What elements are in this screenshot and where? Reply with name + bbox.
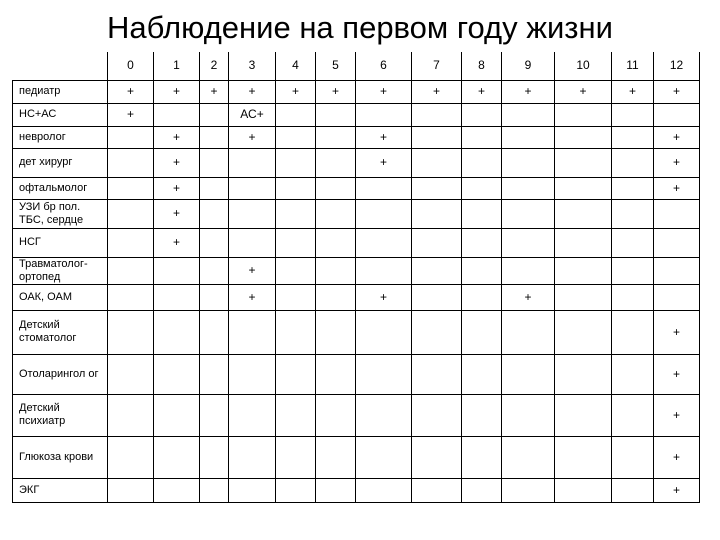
schedule-cell <box>462 284 502 310</box>
schedule-cell <box>356 394 412 436</box>
schedule-cell: + <box>502 284 555 310</box>
schedule-cell: + <box>229 126 276 148</box>
row-label: невролог <box>13 126 108 148</box>
schedule-cell <box>154 257 200 284</box>
schedule-cell <box>154 478 200 502</box>
schedule-cell: + <box>356 284 412 310</box>
schedule-cell <box>612 148 654 177</box>
schedule-cell: + <box>654 478 700 502</box>
schedule-cell <box>108 284 154 310</box>
schedule-cell: + <box>108 80 154 103</box>
schedule-cell <box>654 284 700 310</box>
schedule-cell <box>356 436 412 478</box>
schedule-cell <box>276 103 316 126</box>
schedule-cell: + <box>276 80 316 103</box>
schedule-cell <box>356 478 412 502</box>
schedule-cell: + <box>412 80 462 103</box>
row-label: Детский стоматолог <box>13 310 108 354</box>
schedule-cell <box>654 199 700 228</box>
schedule-cell <box>555 310 612 354</box>
schedule-cell <box>276 199 316 228</box>
header-row <box>13 52 700 80</box>
schedule-cell: + <box>154 148 200 177</box>
schedule-cell <box>108 354 154 394</box>
schedule-cell <box>555 177 612 199</box>
schedule-cell <box>154 284 200 310</box>
month-header-cell: 10 <box>555 52 612 80</box>
schedule-cell <box>356 199 412 228</box>
table-row <box>13 478 700 502</box>
schedule-cell <box>612 257 654 284</box>
table-row <box>13 103 700 126</box>
schedule-cell <box>555 199 612 228</box>
schedule-cell <box>229 394 276 436</box>
schedule-cell <box>612 126 654 148</box>
header-corner-cell <box>13 52 108 80</box>
schedule-cell <box>276 257 316 284</box>
schedule-cell: + <box>654 177 700 199</box>
schedule-cell <box>154 394 200 436</box>
schedule-cell <box>462 310 502 354</box>
schedule-cell <box>229 148 276 177</box>
schedule-cell <box>502 199 555 228</box>
schedule-cell: + <box>229 80 276 103</box>
month-header-cell: 9 <box>502 52 555 80</box>
month-header-cell: 2 <box>200 52 229 80</box>
schedule-cell <box>555 284 612 310</box>
schedule-cell <box>502 228 555 257</box>
schedule-cell <box>502 436 555 478</box>
schedule-cell <box>612 394 654 436</box>
schedule-cell <box>462 478 502 502</box>
schedule-cell <box>356 354 412 394</box>
schedule-cell <box>316 436 356 478</box>
schedule-cell <box>555 394 612 436</box>
schedule-cell <box>316 310 356 354</box>
schedule-cell <box>316 199 356 228</box>
schedule-cell <box>276 148 316 177</box>
schedule-cell <box>555 478 612 502</box>
schedule-cell <box>316 103 356 126</box>
table-row <box>13 284 700 310</box>
schedule-cell: + <box>654 436 700 478</box>
schedule-cell: + <box>555 80 612 103</box>
schedule-cell <box>412 103 462 126</box>
table-row <box>13 354 700 394</box>
schedule-cell <box>154 436 200 478</box>
schedule-cell: + <box>654 80 700 103</box>
schedule-cell <box>654 103 700 126</box>
table-row <box>13 199 700 228</box>
schedule-cell <box>462 257 502 284</box>
schedule-cell <box>502 478 555 502</box>
schedule-cell <box>412 126 462 148</box>
schedule-cell <box>316 257 356 284</box>
schedule-cell <box>108 257 154 284</box>
page-title: Наблюдение на первом году жизни <box>107 10 613 45</box>
schedule-cell <box>412 228 462 257</box>
schedule-cell <box>612 177 654 199</box>
schedule-table <box>12 52 700 503</box>
table-row <box>13 436 700 478</box>
schedule-cell: АС+ <box>229 103 276 126</box>
schedule-cell <box>412 257 462 284</box>
schedule-cell <box>276 228 316 257</box>
schedule-cell <box>276 478 316 502</box>
schedule-cell <box>356 177 412 199</box>
schedule-cell <box>229 436 276 478</box>
table-row <box>13 148 700 177</box>
schedule-cell <box>200 257 229 284</box>
table-row <box>13 228 700 257</box>
row-label: педиатр <box>13 80 108 103</box>
schedule-cell <box>462 394 502 436</box>
table-row <box>13 177 700 199</box>
schedule-cell <box>200 436 229 478</box>
schedule-cell <box>154 310 200 354</box>
schedule-cell <box>200 284 229 310</box>
schedule-cell <box>276 126 316 148</box>
schedule-cell <box>502 126 555 148</box>
schedule-cell <box>276 394 316 436</box>
schedule-cell <box>200 310 229 354</box>
schedule-cell: + <box>654 310 700 354</box>
schedule-cell <box>200 478 229 502</box>
schedule-cell <box>276 354 316 394</box>
schedule-cell <box>316 126 356 148</box>
schedule-cell: + <box>154 228 200 257</box>
month-header-cell: 0 <box>108 52 154 80</box>
month-header-cell: 6 <box>356 52 412 80</box>
schedule-cell <box>108 228 154 257</box>
schedule-cell <box>612 436 654 478</box>
table-row <box>13 310 700 354</box>
schedule-cell <box>502 310 555 354</box>
schedule-cell <box>412 394 462 436</box>
month-header-cell: 1 <box>154 52 200 80</box>
schedule-cell <box>612 478 654 502</box>
schedule-cell: + <box>154 80 200 103</box>
schedule-cell <box>555 103 612 126</box>
month-header-cell: 7 <box>412 52 462 80</box>
schedule-cell <box>412 148 462 177</box>
row-label: НСГ <box>13 228 108 257</box>
row-label: ОАК, ОАМ <box>13 284 108 310</box>
schedule-cell <box>108 478 154 502</box>
schedule-cell <box>200 354 229 394</box>
schedule-cell <box>612 284 654 310</box>
month-header-cell: 5 <box>316 52 356 80</box>
schedule-cell <box>200 177 229 199</box>
row-label: УЗИ бр пол. ТБС, сердце <box>13 199 108 228</box>
schedule-cell <box>316 478 356 502</box>
schedule-cell <box>462 126 502 148</box>
month-header-cell: 12 <box>654 52 700 80</box>
schedule-cell: + <box>356 126 412 148</box>
schedule-cell <box>555 228 612 257</box>
row-label: НС+АС <box>13 103 108 126</box>
schedule-cell <box>462 199 502 228</box>
schedule-cell: + <box>154 199 200 228</box>
row-label: дет хирург <box>13 148 108 177</box>
schedule-cell: + <box>356 80 412 103</box>
schedule-cell <box>612 199 654 228</box>
schedule-cell <box>654 257 700 284</box>
schedule-cell <box>276 436 316 478</box>
schedule-cell: + <box>154 177 200 199</box>
schedule-cell <box>502 257 555 284</box>
schedule-cell <box>502 354 555 394</box>
schedule-cell <box>316 148 356 177</box>
schedule-cell <box>412 354 462 394</box>
schedule-cell <box>462 354 502 394</box>
schedule-cell <box>200 199 229 228</box>
schedule-cell <box>555 354 612 394</box>
schedule-cell: + <box>229 284 276 310</box>
schedule-cell <box>462 177 502 199</box>
schedule-cell <box>200 103 229 126</box>
schedule-cell <box>356 257 412 284</box>
table-row <box>13 80 700 103</box>
row-label: ЭКГ <box>13 478 108 502</box>
schedule-cell: + <box>200 80 229 103</box>
schedule-cell <box>412 436 462 478</box>
schedule-cell <box>462 228 502 257</box>
schedule-cell <box>462 148 502 177</box>
schedule-cell <box>502 177 555 199</box>
schedule-cell <box>612 228 654 257</box>
schedule-cell <box>412 478 462 502</box>
row-label: Глюкоза крови <box>13 436 108 478</box>
schedule-cell <box>108 436 154 478</box>
table-row <box>13 394 700 436</box>
month-header-cell: 11 <box>612 52 654 80</box>
table-row <box>13 126 700 148</box>
month-header-cell: 4 <box>276 52 316 80</box>
schedule-cell <box>412 177 462 199</box>
schedule-cell <box>612 103 654 126</box>
schedule-cell <box>502 394 555 436</box>
schedule-cell <box>108 310 154 354</box>
schedule-cell <box>276 284 316 310</box>
schedule-cell <box>108 148 154 177</box>
schedule-cell: + <box>108 103 154 126</box>
schedule-cell: + <box>654 394 700 436</box>
schedule-cell <box>276 310 316 354</box>
schedule-cell <box>154 354 200 394</box>
schedule-cell <box>229 199 276 228</box>
schedule-cell <box>316 177 356 199</box>
schedule-cell <box>555 148 612 177</box>
schedule-cell: + <box>654 354 700 394</box>
schedule-cell <box>229 310 276 354</box>
schedule-cell <box>108 126 154 148</box>
schedule-cell: + <box>356 148 412 177</box>
schedule-cell: + <box>654 126 700 148</box>
schedule-cell <box>108 199 154 228</box>
schedule-cell: + <box>316 80 356 103</box>
schedule-cell <box>316 228 356 257</box>
row-label: Отоларингол ог <box>13 354 108 394</box>
schedule-cell <box>229 228 276 257</box>
schedule-cell <box>555 126 612 148</box>
schedule-cell <box>502 148 555 177</box>
schedule-cell: + <box>154 126 200 148</box>
schedule-cell <box>316 354 356 394</box>
schedule-cell <box>200 148 229 177</box>
schedule-cell <box>276 177 316 199</box>
schedule-cell <box>200 394 229 436</box>
schedule-cell: + <box>502 80 555 103</box>
month-header-cell: 3 <box>229 52 276 80</box>
schedule-cell <box>612 310 654 354</box>
schedule-cell <box>229 478 276 502</box>
row-label: Детский психиатр <box>13 394 108 436</box>
schedule-cell <box>356 310 412 354</box>
schedule-cell <box>612 354 654 394</box>
schedule-cell <box>154 103 200 126</box>
schedule-cell <box>412 284 462 310</box>
schedule-cell <box>555 436 612 478</box>
schedule-cell <box>462 436 502 478</box>
schedule-cell <box>412 310 462 354</box>
schedule-cell <box>229 177 276 199</box>
table-row <box>13 257 700 284</box>
schedule-cell: + <box>654 148 700 177</box>
row-label: офтальмолог <box>13 177 108 199</box>
schedule-cell <box>356 228 412 257</box>
schedule-cell <box>356 103 412 126</box>
row-label: Травматолог-ортопед <box>13 257 108 284</box>
schedule-cell <box>200 228 229 257</box>
schedule-cell <box>108 177 154 199</box>
schedule-cell <box>654 228 700 257</box>
schedule-cell <box>316 284 356 310</box>
schedule-cell <box>462 103 502 126</box>
schedule-cell <box>555 257 612 284</box>
schedule-cell <box>502 103 555 126</box>
schedule-cell <box>108 394 154 436</box>
schedule-cell: + <box>229 257 276 284</box>
schedule-cell: + <box>612 80 654 103</box>
month-header-cell: 8 <box>462 52 502 80</box>
schedule-cell <box>200 126 229 148</box>
schedule-cell: + <box>462 80 502 103</box>
schedule-cell <box>316 394 356 436</box>
schedule-cell <box>229 354 276 394</box>
schedule-cell <box>412 199 462 228</box>
